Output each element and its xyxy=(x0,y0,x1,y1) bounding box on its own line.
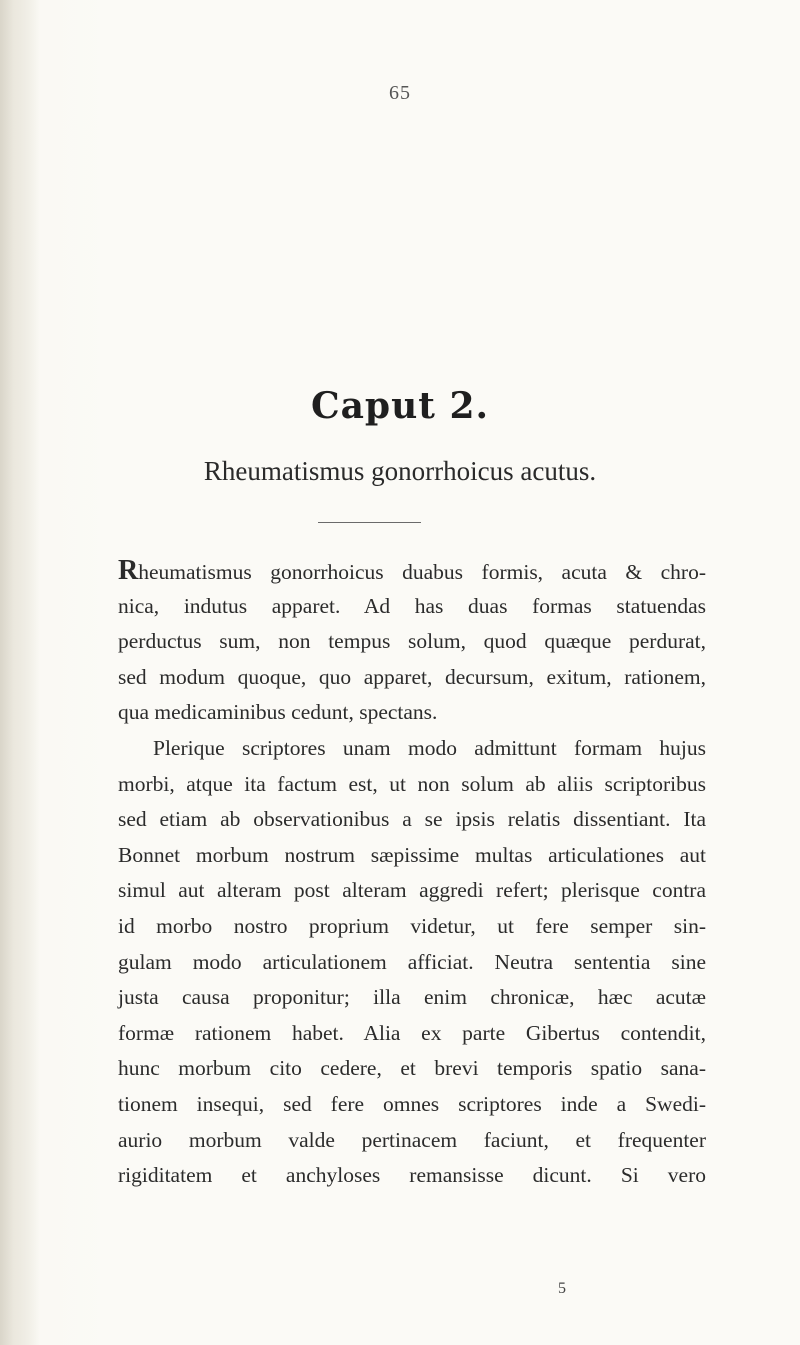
paragraph-1-line-1 xyxy=(118,553,706,589)
body-text xyxy=(118,553,706,1194)
paragraph-2-line: gulam modo articulationem afficiat. Neutra sententia sine xyxy=(118,949,706,974)
drop-cap: R xyxy=(118,555,139,586)
paragraph-2-line: tionem insequi, sed fere omnes scriptores inde a Swedi- xyxy=(118,1091,706,1116)
page-number: 65 xyxy=(389,82,411,104)
binding-edge xyxy=(0,0,40,1345)
paragraph-2-line: Plerique scriptores unam modo admittunt formam hujus xyxy=(153,735,706,760)
paragraph-2-line: Bonnet morbum nostrum sæpissime multas articulationes aut xyxy=(118,842,706,867)
signature-mark: 5 xyxy=(558,1280,566,1297)
paragraph-2-line: simul aut alteram post alteram aggredi refert; plerisque contra xyxy=(118,878,706,903)
paragraph-2-line: formæ rationem habet. Alia ex parte Gibertus contendit, xyxy=(118,1020,706,1045)
paragraph-1-first-line-text: heumatismus gonorrhoicus duabus formis, acuta & chro- xyxy=(138,560,706,584)
divider-rule xyxy=(318,522,421,523)
paragraph-2-line: rigiditatem et anchyloses remansisse dicunt. Si vero xyxy=(118,1163,706,1188)
paragraph-2-line: sed etiam ab observationibus a se ipsis relatis dissentiant. Ita xyxy=(118,807,706,832)
paragraph-2-line: justa causa proponitur; illa enim chronicæ, hæc acutæ xyxy=(118,985,706,1010)
paragraph-1-line: sed modum quoque, quo apparet, decursum, exitum, rationem, xyxy=(118,664,706,689)
paragraph-2-line: aurio morbum valde pertinacem faciunt, et frequenter xyxy=(118,1127,706,1152)
paragraph-2-line: id morbo nostro proprium videtur, ut fere semper sin- xyxy=(118,913,706,938)
paragraph-1-line: qua medicaminibus cedunt, spectans. xyxy=(118,700,438,725)
paragraph-2-line: hunc morbum cito cedere, et brevi temporis spatio sana- xyxy=(118,1056,706,1081)
paragraph-1-line: perductus sum, non tempus solum, quod quæque perdurat, xyxy=(118,629,706,654)
chapter-title: Caput 2. xyxy=(310,385,490,427)
chapter-subtitle: Rheumatismus gonorrhoicus acutus. xyxy=(203,456,597,486)
paragraph-2-line: morbi, atque ita factum est, ut non solum ab aliis scriptoribus xyxy=(118,771,706,796)
paragraph-1-line: nica, indutus apparet. Ad has duas formas statuendas xyxy=(118,593,706,618)
